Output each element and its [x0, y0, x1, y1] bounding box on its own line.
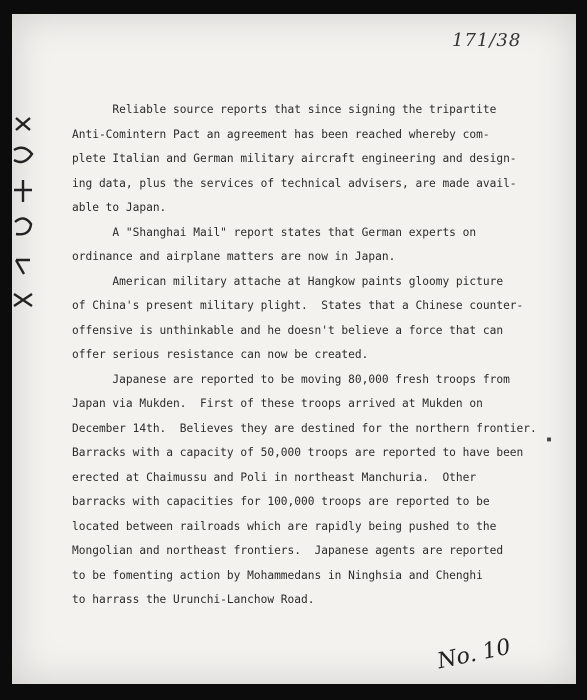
side-stamp — [10, 110, 36, 320]
margin-tick: ▪ — [546, 434, 553, 445]
paragraph-3: American military attache at Hangkow paints gloomy picture of China's present military plight. States that a Chinese counter- offensive is unthinkable and he doesn't believe a force that can offer serious resistance can now be created. — [72, 274, 524, 361]
document-number: 171/38 — [452, 30, 522, 51]
document-page — [12, 14, 576, 684]
paragraph-4: Japanese are reported to be moving 80,000 fresh troops from Japan via Mukden. First of these troops arrived at Mukden on December 14th. Believes they are destined for the northern frontier. Barracks with a capacity of 50,000 troops are reported to have been erected at Chaimussu and Poli in northeast Manchuria. Other barracks with capacities for 100,000 troops are reported to be located between railroads which are rapidly being pushed to the Mongolian and northeast frontiers. Japanese agents are reported to be fomenting action by Mohammedans in Ninghsia and Chenghi to harrass the Urunchi-Lanchow Road. — [72, 372, 537, 606]
scan-border — [0, 684, 587, 700]
paragraph-2: A "Shanghai Mail" report states that German experts on ordinance and airplane matters are now in Japan. — [72, 225, 477, 263]
body-text — [72, 98, 537, 613]
paragraph-1: Reliable source reports that since signing the tripartite Anti-Comintern Pact an agreement has been reached whereby com- plete Italian and German military aircraft engineering and design- ing data, plus the services of technical advisers, are made avail- able to Japan. — [72, 103, 517, 214]
handwritten-page-mark: No. 10 — [435, 634, 513, 675]
